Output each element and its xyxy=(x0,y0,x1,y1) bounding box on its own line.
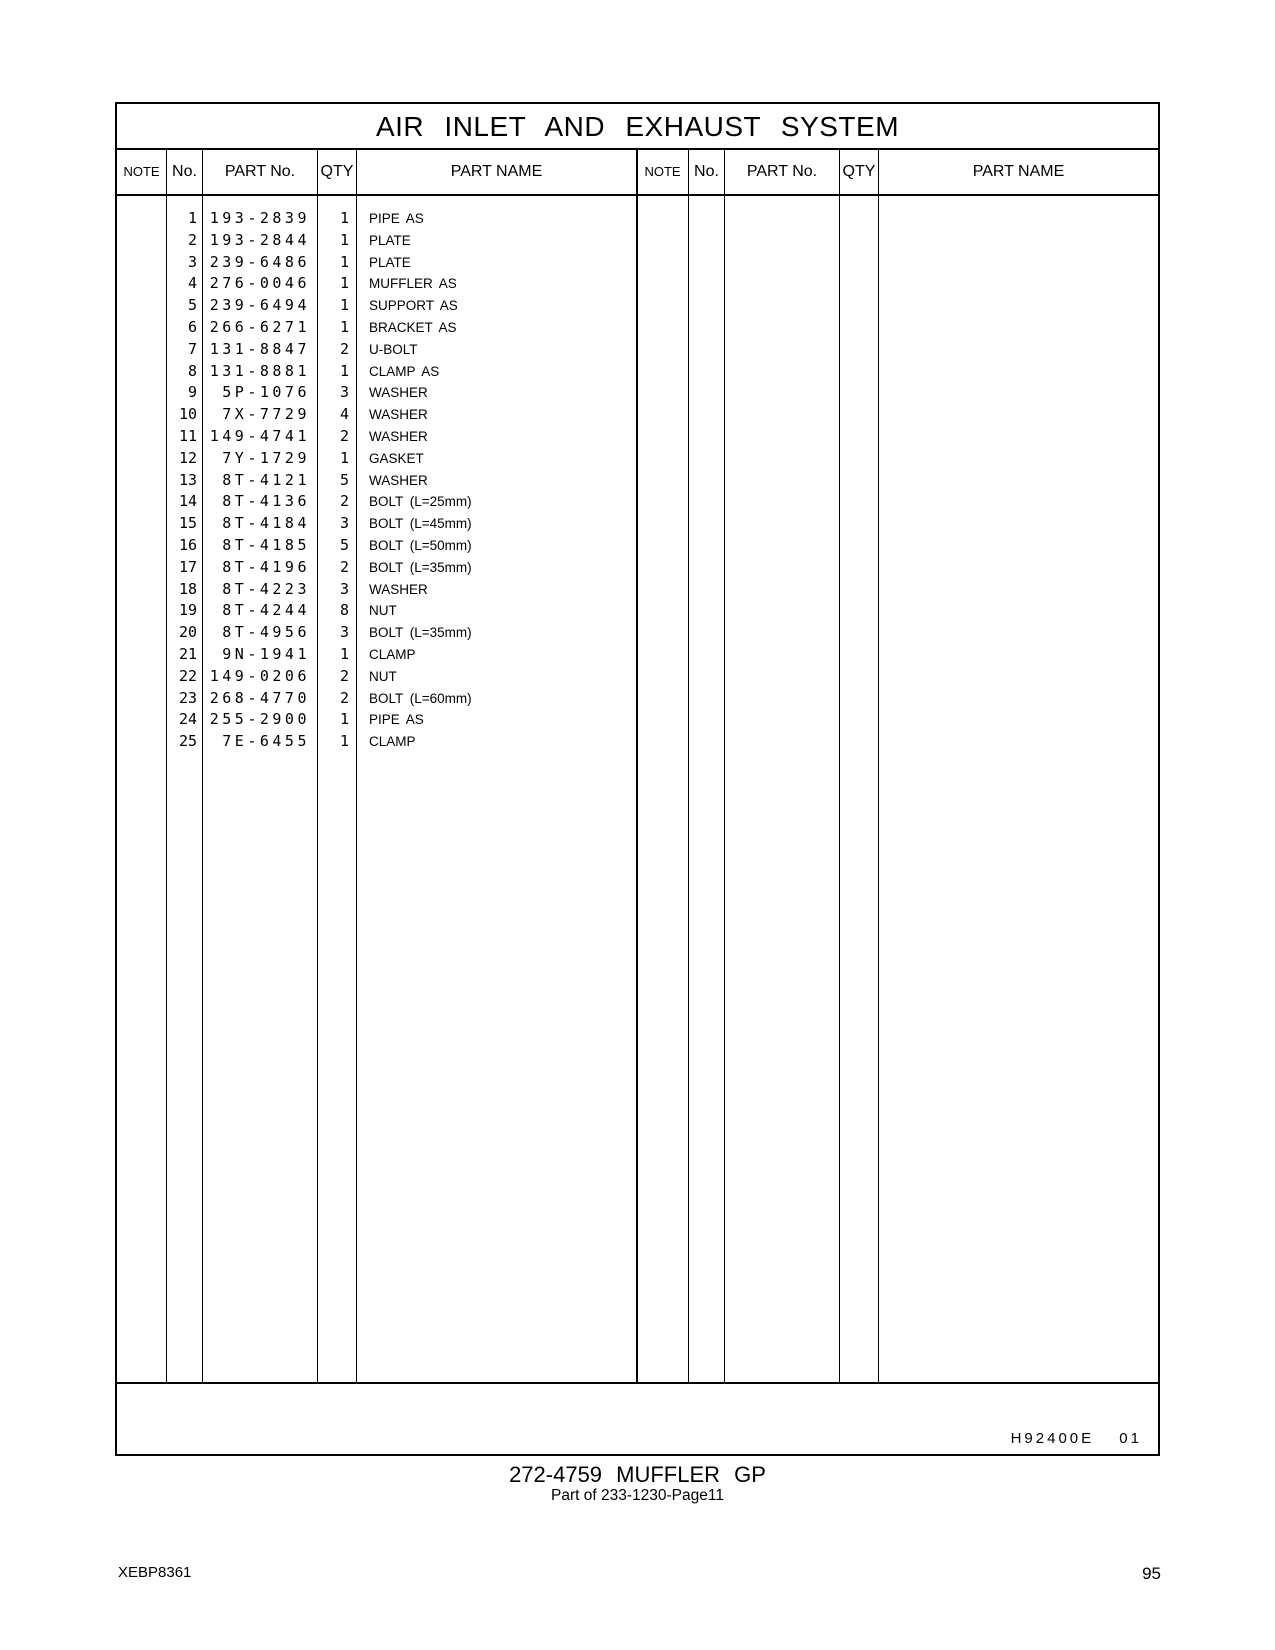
part-index: 18 xyxy=(178,579,197,598)
table-row xyxy=(117,709,1158,731)
part-name: CLAMP xyxy=(369,647,416,662)
part-number: 239-6494 xyxy=(209,296,310,315)
part-index: 4 xyxy=(187,274,197,293)
part-quantity: 1 xyxy=(339,296,349,315)
part-number: 8T-4185 xyxy=(222,536,310,554)
part-number: 255-2900 xyxy=(209,710,310,729)
header-part-name-right: PART NAME xyxy=(972,163,1065,180)
part-name: BRACKET AS xyxy=(369,320,457,335)
part-number: 149-4741 xyxy=(209,427,310,445)
table-row xyxy=(117,535,1158,557)
part-index: 24 xyxy=(178,710,197,729)
part-number: 8T-4244 xyxy=(222,601,310,620)
table-row xyxy=(117,404,1158,426)
part-number: 5P-1076 xyxy=(222,383,310,402)
header-qty-left: QTY xyxy=(320,163,354,180)
table-row xyxy=(117,644,1158,666)
part-quantity: 1 xyxy=(339,645,349,663)
part-number: 7Y-1729 xyxy=(222,448,310,467)
table-row xyxy=(117,513,1158,535)
part-number: 193-2844 xyxy=(209,230,310,249)
table-row xyxy=(117,273,1158,295)
part-quantity: 8 xyxy=(339,601,349,620)
part-index: 13 xyxy=(178,470,197,489)
part-name: WASHER xyxy=(369,472,428,488)
part-index: 1 xyxy=(187,209,197,227)
part-number: 131-8881 xyxy=(209,361,310,380)
part-name: MUFFLER AS xyxy=(369,276,457,292)
group-caption-title: 272-4759 MUFFLER GP xyxy=(509,1462,766,1487)
part-number: 193-2839 xyxy=(209,209,310,227)
table-row xyxy=(117,688,1158,710)
part-number: 7E-6455 xyxy=(222,732,310,751)
table-row xyxy=(117,666,1158,688)
table-row xyxy=(117,622,1158,644)
part-quantity: 1 xyxy=(339,361,349,380)
part-quantity: 3 xyxy=(339,579,349,598)
part-quantity: 1 xyxy=(339,209,349,227)
part-name: WASHER xyxy=(369,429,428,444)
table-row xyxy=(117,600,1158,622)
part-index: 5 xyxy=(187,296,197,315)
header-part-name-left: PART NAME xyxy=(450,163,543,180)
group-caption-subtitle: Part of 233-1230-Page11 xyxy=(551,1487,724,1504)
part-quantity: 3 xyxy=(339,623,349,642)
table-row xyxy=(117,208,1158,230)
header-note-left: NOTE xyxy=(123,164,160,179)
part-quantity: 1 xyxy=(339,318,349,336)
part-number: 8T-4196 xyxy=(222,557,310,576)
header-part-no-right: PART No. xyxy=(746,163,818,180)
section-title: AIR INLET AND EXHAUST SYSTEM xyxy=(117,104,1158,150)
part-number: 8T-4223 xyxy=(222,579,310,598)
part-index: 15 xyxy=(178,514,197,533)
table-row xyxy=(117,731,1158,753)
part-name: PIPE AS xyxy=(369,211,424,226)
part-number: 9N-1941 xyxy=(222,645,310,663)
table-row xyxy=(117,579,1158,601)
parts-table-frame xyxy=(115,102,1160,1456)
part-quantity: 2 xyxy=(339,339,349,358)
part-index: 19 xyxy=(178,601,197,620)
part-quantity: 1 xyxy=(339,448,349,467)
part-name: CLAMP AS xyxy=(369,363,440,379)
part-index: 22 xyxy=(178,666,197,685)
part-quantity: 3 xyxy=(339,514,349,533)
part-number: 8T-4956 xyxy=(222,623,310,642)
part-number: 149-0206 xyxy=(209,666,310,685)
part-quantity: 5 xyxy=(339,470,349,489)
part-name: SUPPORT AS xyxy=(369,298,458,314)
part-index: 9 xyxy=(187,383,197,402)
parts-table-body xyxy=(117,196,1158,1485)
header-part-no-left: PART No. xyxy=(224,163,296,180)
part-quantity: 1 xyxy=(339,710,349,729)
part-quantity: 4 xyxy=(339,405,349,424)
part-index: 20 xyxy=(178,623,197,642)
table-row xyxy=(117,426,1158,448)
part-name: U-BOLT xyxy=(369,341,418,357)
table-row xyxy=(117,230,1158,252)
document-id: XEBP8361 xyxy=(118,1564,192,1581)
table-row xyxy=(117,557,1158,579)
part-name: WASHER xyxy=(369,407,428,423)
part-name: NUT xyxy=(369,668,397,684)
part-name: BOLT (L=45mm) xyxy=(369,516,472,532)
part-number: 268-4770 xyxy=(209,688,310,707)
table-row xyxy=(117,382,1158,404)
part-index: 2 xyxy=(187,230,197,249)
table-row xyxy=(117,339,1158,361)
part-number: 131-8847 xyxy=(209,339,310,358)
drawing-code: H92400E 01 xyxy=(1010,1430,1142,1447)
part-quantity: 1 xyxy=(339,732,349,751)
part-index: 25 xyxy=(178,732,197,751)
page-number: 95 xyxy=(1142,1564,1161,1583)
part-index: 3 xyxy=(187,252,197,271)
table-row xyxy=(117,491,1158,513)
part-quantity: 5 xyxy=(339,536,349,554)
part-number: 8T-4136 xyxy=(222,492,310,511)
part-quantity: 1 xyxy=(339,252,349,271)
table-row xyxy=(117,470,1158,492)
part-quantity: 3 xyxy=(339,383,349,402)
part-name: WASHER xyxy=(369,385,428,401)
part-quantity: 2 xyxy=(339,666,349,685)
part-name: BOLT (L=25mm) xyxy=(369,494,472,510)
part-index: 17 xyxy=(178,557,197,576)
table-row xyxy=(117,295,1158,317)
table-row xyxy=(117,361,1158,383)
part-name: PIPE AS xyxy=(369,712,424,728)
part-index: 10 xyxy=(178,405,197,424)
footer-divider xyxy=(117,1382,1158,1384)
part-index: 7 xyxy=(187,339,197,358)
table-row xyxy=(117,252,1158,274)
part-quantity: 2 xyxy=(339,688,349,707)
part-index: 16 xyxy=(178,536,197,554)
part-name: WASHER xyxy=(369,581,428,597)
header-note-right: NOTE xyxy=(644,164,681,179)
part-index: 8 xyxy=(187,361,197,380)
part-name: NUT xyxy=(369,603,397,619)
part-name: BOLT (L=60mm) xyxy=(369,690,472,706)
part-name: BOLT (L=50mm) xyxy=(369,538,472,553)
part-quantity: 1 xyxy=(339,274,349,293)
part-number: 276-0046 xyxy=(209,274,310,293)
part-name: PLATE xyxy=(369,254,411,270)
part-name: BOLT (L=35mm) xyxy=(369,625,472,641)
part-index: 11 xyxy=(178,427,197,445)
part-quantity: 1 xyxy=(339,230,349,249)
part-quantity: 2 xyxy=(339,557,349,576)
part-name: CLAMP xyxy=(369,734,416,750)
part-number: 239-6486 xyxy=(209,252,310,271)
part-number: 7X-7729 xyxy=(222,405,310,424)
part-name: GASKET xyxy=(369,450,424,466)
part-number: 266-6271 xyxy=(209,318,310,336)
part-name: PLATE xyxy=(369,232,411,248)
part-index: 21 xyxy=(178,645,197,663)
part-index: 6 xyxy=(187,318,197,336)
part-index: 23 xyxy=(178,688,197,707)
part-number: 8T-4121 xyxy=(222,470,310,489)
header-qty-right: QTY xyxy=(842,163,876,180)
part-number: 8T-4184 xyxy=(222,514,310,533)
table-row xyxy=(117,448,1158,470)
header-no-left: No. xyxy=(172,163,197,180)
part-index: 14 xyxy=(178,492,197,511)
part-index: 12 xyxy=(178,448,197,467)
part-quantity: 2 xyxy=(339,492,349,511)
table-row xyxy=(117,317,1158,339)
part-quantity: 2 xyxy=(339,427,349,445)
part-name: BOLT (L=35mm) xyxy=(369,559,472,575)
header-no-right: No. xyxy=(694,163,719,180)
